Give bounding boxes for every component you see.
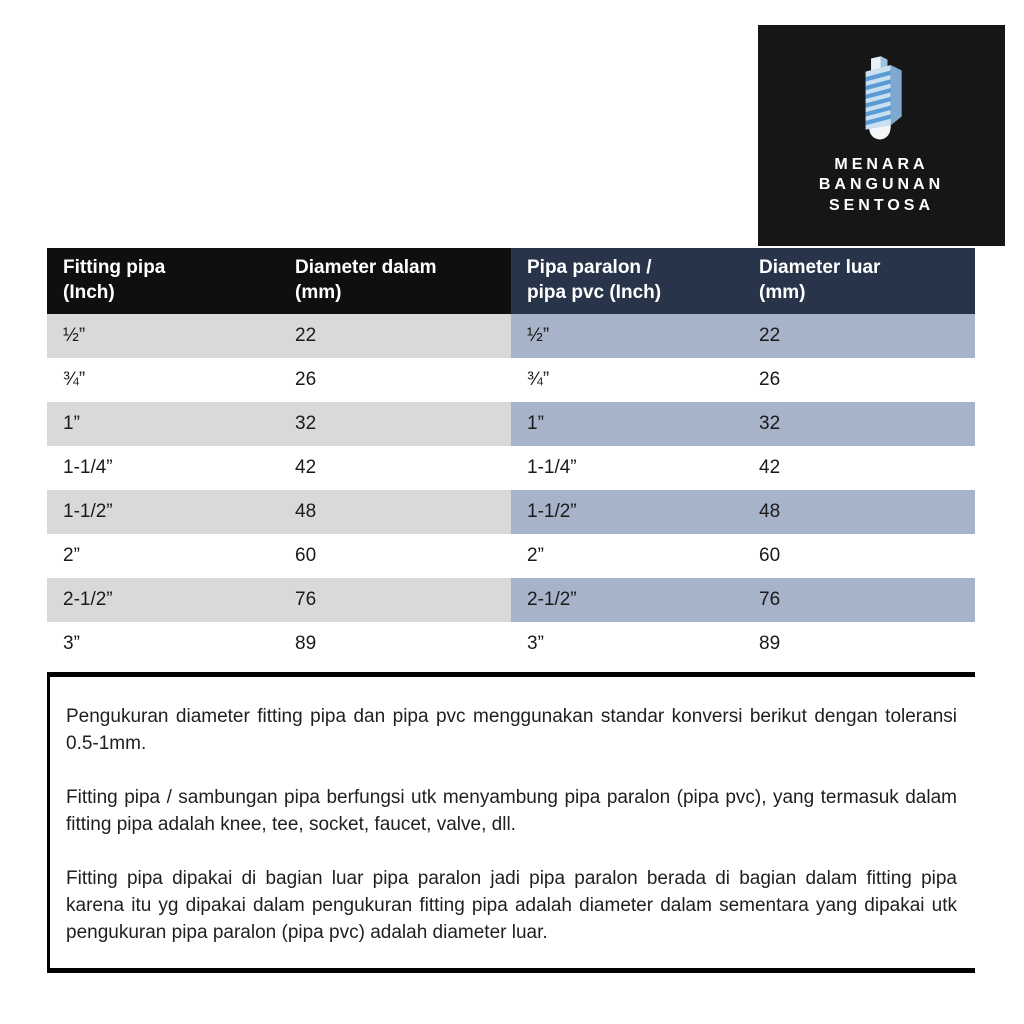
cell-paralon: ¾”: [511, 358, 743, 402]
cell-fitting: 2”: [47, 534, 279, 578]
cell-diameter-dalam: 89: [279, 622, 511, 666]
table-row: [47, 578, 975, 622]
note-paragraph-2: Fitting pipa / sambungan pipa berfungsi utk menyambung pipa paralon (pipa pvc), yang termasuk dalam fitting pipa adalah knee, tee, socket, faucet, valve, dll.: [66, 787, 957, 835]
cell-paralon: 1-1/4”: [511, 446, 743, 490]
table-row: [47, 622, 975, 666]
cell-paralon: 3”: [511, 622, 743, 666]
cell-diameter-dalam: 48: [279, 490, 511, 534]
brand-logo: [758, 25, 1005, 246]
table-row: [47, 358, 975, 402]
cell-paralon: ½”: [511, 314, 743, 358]
brand-line-3: SENTOSA: [828, 196, 935, 214]
cell-diameter-luar: 89: [743, 622, 975, 666]
notes-box: [47, 672, 975, 973]
table-row: [47, 314, 975, 358]
header-diameter-dalam: [279, 248, 511, 314]
cell-diameter-luar: 22: [743, 314, 975, 358]
cell-fitting: 2-1/2”: [47, 578, 279, 622]
cell-diameter-luar: 60: [743, 534, 975, 578]
header-pipa-paralon: [511, 248, 743, 314]
brand-name: [819, 155, 944, 216]
pipe-size-table: [47, 248, 975, 666]
cell-fitting: ¾”: [47, 358, 279, 402]
cell-paralon: 1-1/2”: [511, 490, 743, 534]
cell-fitting: 3”: [47, 622, 279, 666]
cell-diameter-dalam: 26: [279, 358, 511, 402]
cell-fitting: 1-1/2”: [47, 490, 279, 534]
header-line: (mm): [759, 282, 806, 303]
header-line: (mm): [295, 282, 342, 303]
cell-diameter-luar: 48: [743, 490, 975, 534]
brand-line-1: MENARA: [834, 156, 929, 173]
cell-diameter-dalam: 32: [279, 402, 511, 446]
table-row: [47, 446, 975, 490]
building-icon: [846, 53, 918, 145]
note-paragraph-3: Fitting pipa dipakai di bagian luar pipa paralon jadi pipa paralon berada di bagian dalam fitting pipa karena itu yg dipakai dalam pengukuran fitting pipa adalah diameter dalam sementara yang dipakai utk pengukuran pipa paralon (pipa pvc) adalah diameter luar.: [66, 868, 957, 943]
header-line: Diameter luar: [759, 257, 881, 279]
table-row: [47, 490, 975, 534]
cell-diameter-dalam: 60: [279, 534, 511, 578]
cell-paralon: 1”: [511, 402, 743, 446]
cell-diameter-luar: 32: [743, 402, 975, 446]
cell-fitting: 1-1/4”: [47, 446, 279, 490]
header-line: Diameter dalam: [295, 257, 437, 279]
cell-diameter-luar: 26: [743, 358, 975, 402]
table-row: [47, 402, 975, 446]
cell-diameter-dalam: 22: [279, 314, 511, 358]
header-diameter-luar: [743, 248, 975, 314]
header-line: Fitting pipa: [63, 257, 166, 279]
cell-diameter-luar: 42: [743, 446, 975, 490]
cell-diameter-luar: 76: [743, 578, 975, 622]
header-line: (Inch): [63, 282, 115, 303]
cell-paralon: 2-1/2”: [511, 578, 743, 622]
cell-fitting: ½”: [47, 314, 279, 358]
table-header-row: [47, 248, 975, 314]
cell-paralon: 2”: [511, 534, 743, 578]
header-fitting-pipa: [47, 248, 279, 314]
brand-line-2: BANGUNAN: [818, 176, 945, 194]
cell-fitting: 1”: [47, 402, 279, 446]
header-line: pipa pvc (Inch): [527, 282, 662, 303]
note-paragraph-1: Pengukuran diameter fitting pipa dan pipa pvc menggunakan standar konversi berikut dengan toleransi 0.5-1mm.: [66, 706, 957, 754]
cell-diameter-dalam: 76: [279, 578, 511, 622]
table-row: [47, 534, 975, 578]
cell-diameter-dalam: 42: [279, 446, 511, 490]
header-line: Pipa paralon /: [527, 257, 652, 279]
